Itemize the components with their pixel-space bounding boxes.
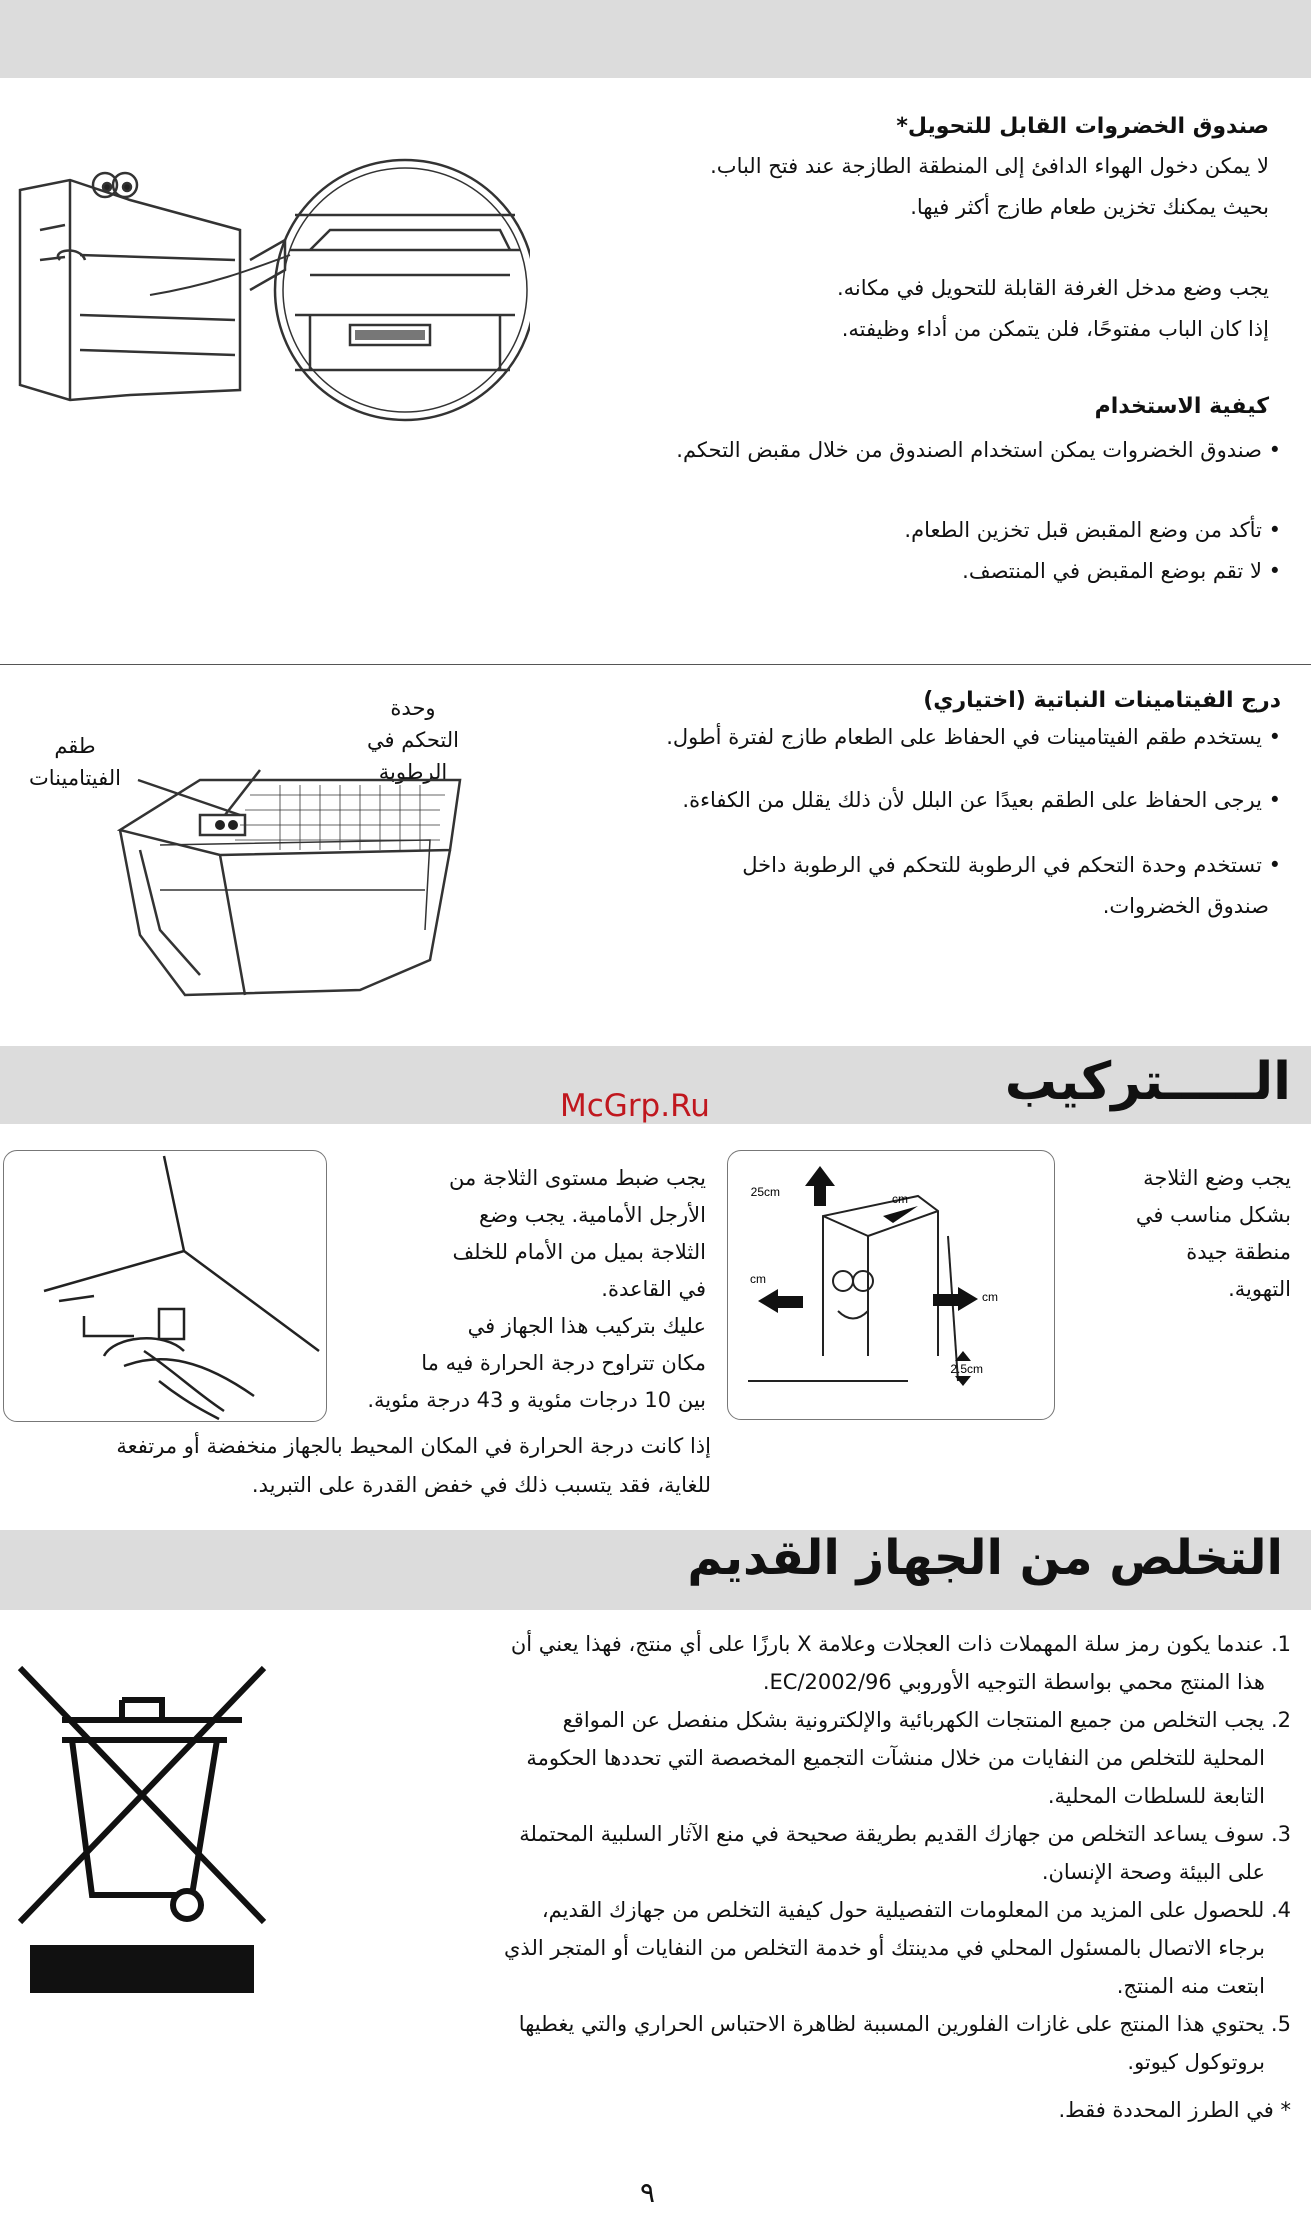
temperature-note-1: إذا كانت درجة الحرارة في المكان المحيط بالجهاز منخفضة أو مرتفعة	[116, 1434, 711, 1458]
crisper-line-2: بحيث يمكنك تخزين طعام طازج أكثر فيها.	[910, 195, 1269, 219]
vitamin-bullet-3-cont: صندوق الخضروات.	[1102, 894, 1269, 918]
dim-left-label: cm	[750, 1272, 766, 1286]
watermark: McGrp.Ru	[560, 1088, 710, 1124]
header-band	[0, 0, 1311, 78]
section-divider	[0, 664, 1311, 665]
vitamin-tray-title: درج الفيتامينات النباتية (اختياري)	[923, 688, 1281, 713]
humidity-control-label: وحدة التحكم في الرطوبة	[367, 696, 459, 784]
crisper-line-3: يجب وضع مدخل الغرفة القابلة للتحويل في مكانه.	[836, 276, 1269, 300]
vitamin-drawer-illustration	[100, 740, 470, 1010]
clearance-diagram	[728, 1151, 1054, 1419]
clearance-diagram-box	[727, 1150, 1055, 1420]
dim-side-top-label: cm	[892, 1192, 908, 1206]
dim-bottom-label: 2.5cm	[950, 1362, 983, 1376]
temperature-note-2: للغاية، فقد يتسبب ذلك في خفض القدرة على التبريد.	[251, 1473, 711, 1497]
disposal-list: 1. عندما يكون رمز سلة المهملات ذات العجلات وعلامة X بارزًا على أي منتج، فهذا يعني أن هذا المنتج محمي بواسطة التوجيه الأوروبي 2002/96/EC. 2. يجب التخلص من جميع المنتجات الكهربائية والإلكترونية بشكل منفصل عن المواقع المحلية للتخلص من النفايات من خلال منشآت التجميع المخصصة التي تحددها الحكومة التابعة للسلطات المحلية. 3. سوف يساعد التخلص من جهازك القديم بطريقة صحيحة في منع الآثار السلبية المحتملة على البيئة وصحة الإنسان. 4. للحصول على المزيد من المعلومات التفصيلية حول كيفية التخلص من جهازك القديم، برجاء الاتصال بالمسئول المحلي في مدينتك أو خدمة التخلص من النفايات أو المتجر الذي ابتعت منه المنتج. 5. يحتوي هذا المنتج على غازات الفلورين المسببة لظاهرة الاحتباس الحراري والتي يغطيها بروتوكول كيوتو.	[503, 1632, 1291, 2074]
disposal-title: التخلص من الجهاز القديم	[687, 1530, 1283, 1586]
crisper-line-4: إذا كان الباب مفتوحًا، فلن يتمكن من أداء وظيفته.	[841, 317, 1269, 341]
dim-right-label: cm	[982, 1290, 998, 1304]
crisper-line-1: لا يمكن دخول الهواء الدافئ إلى المنطقة الطازجة عند فتح الباب.	[710, 154, 1269, 178]
vitamin-kit-label: طقم الفيتامينات	[28, 734, 122, 790]
leveling-text: يجب ضبط مستوى الثلاجة من الأرجل الأمامية. يجب وضع الثلاجة بميل من الأمام للخلف في القاعدة. عليك بتركيب هذا الجهاز في مكان تتراوح درجة الحرارة فيه ما بين 10 درجات مئوية و 43 درجة مئوية.	[367, 1166, 706, 1412]
leveling-diagram	[4, 1151, 326, 1421]
footnote: * في الطرز المحددة فقط.	[1058, 2098, 1291, 2122]
how-to-use-title: كيفية الاستخدام	[1094, 394, 1269, 419]
convertible-crisper-title: صندوق الخضروات القابل للتحويل*	[896, 114, 1269, 139]
how-to-use-bullet-1: • صندوق الخضروات يمكن استخدام الصندوق من خلال مقبض التحكم.	[676, 438, 1281, 462]
fridge-crisper-illustration	[10, 150, 530, 430]
vitamin-bullet-3: • تستخدم وحدة التحكم في الرطوبة للتحكم في الرطوبة داخل	[742, 853, 1281, 877]
crossed-bin-icon	[12, 1660, 272, 1995]
how-to-use-bullet-2: • تأكد من وضع المقبض قبل تخزين الطعام.	[904, 518, 1281, 542]
installation-title: الـــــتركيب	[1004, 1052, 1291, 1112]
page-number: ٩	[640, 2176, 656, 2209]
how-to-use-bullet-3: • لا تقم بوضع المقبض في المنتصف.	[962, 559, 1281, 583]
leveling-diagram-box	[3, 1150, 327, 1422]
vitamin-bullet-2: • يرجى الحفاظ على الطقم بعيدًا عن البلل لأن ذلك يقلل من الكفاءة.	[682, 788, 1281, 812]
ventilation-text: يجب وضع الثلاجة بشكل مناسب في منطقة جيدة التهوية.	[1135, 1166, 1291, 1301]
vitamin-bullet-1: • يستخدم طقم الفيتامينات في الحفاظ على الطعام طازج لفترة أطول.	[666, 725, 1281, 749]
dim-top-label: 25cm	[750, 1185, 780, 1199]
